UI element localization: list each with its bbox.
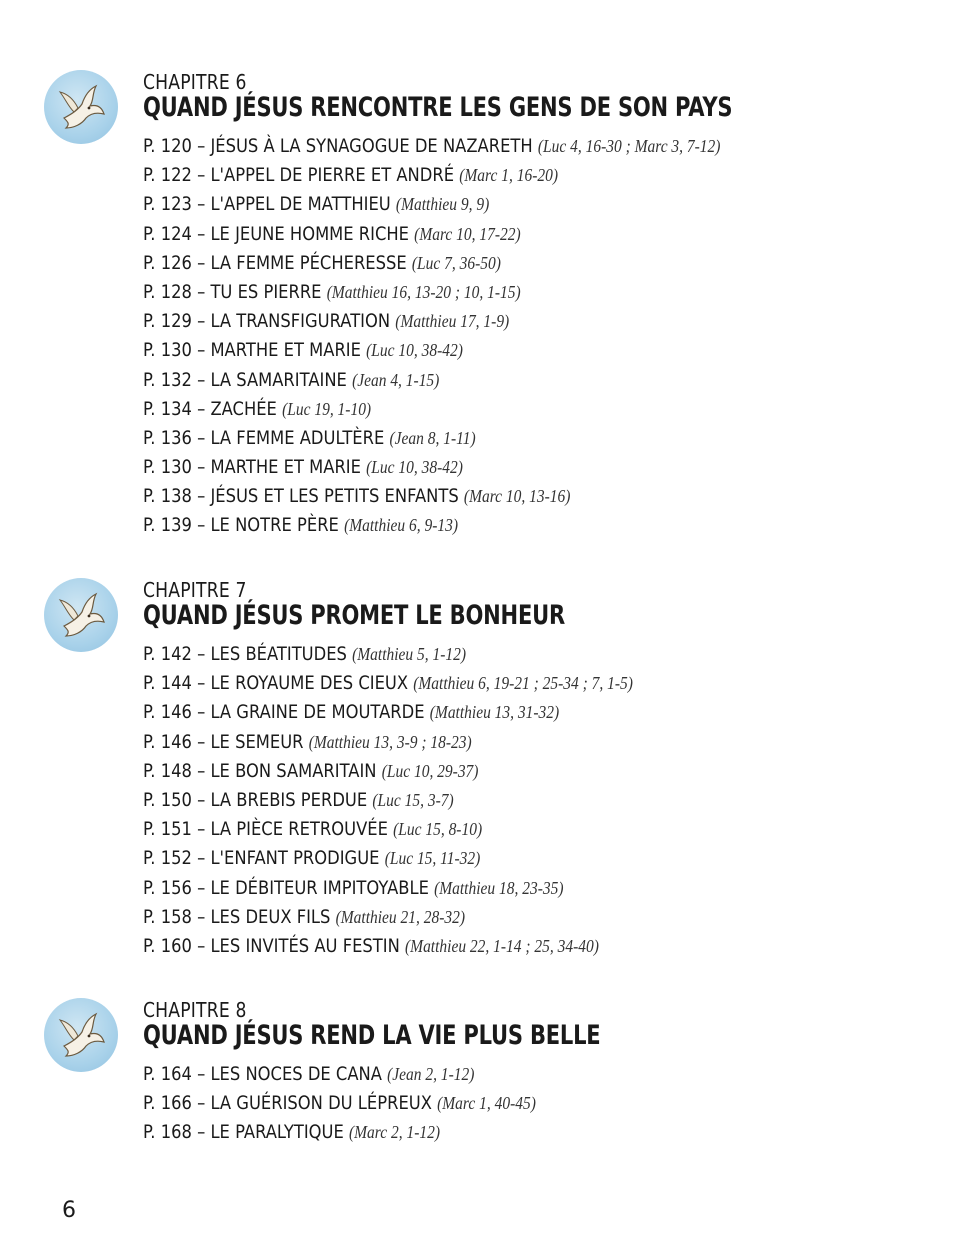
- entry-page: P. 128: [143, 280, 192, 303]
- toc-entry[interactable]: P. 152 – L'ENFANT PRODIGUE (Luc 15, 11-32): [143, 847, 481, 870]
- entry-title: MARTHE ET MARIE: [210, 339, 361, 362]
- entry-page: P. 134: [143, 397, 192, 420]
- page-number: 6: [62, 1198, 76, 1223]
- chapter-entries: [143, 132, 814, 541]
- toc-entry[interactable]: P. 130 – MARTHE ET MARIE (Luc 10, 38-42): [143, 456, 463, 479]
- entry-page: P. 120: [143, 135, 192, 157]
- entry-page: P. 150: [143, 788, 192, 811]
- entry-reference: (Luc 4, 16-30 ; Marc 3, 7-12): [537, 136, 721, 156]
- entry-page: P. 126: [143, 251, 192, 274]
- entry-page: P. 168: [143, 1121, 192, 1144]
- entry-title: L'ENFANT PRODIGUE: [210, 847, 380, 870]
- entry-page: P. 146: [143, 701, 192, 724]
- entry-title: MARTHE ET MARIE: [210, 456, 361, 479]
- entry-reference: (Luc 15, 3-7): [372, 789, 454, 810]
- entry-page: P. 166: [143, 1092, 192, 1115]
- entry-page: P. 144: [143, 672, 192, 695]
- entry-reference: (Marc 10, 13-16): [463, 486, 571, 507]
- toc-entry[interactable]: P. 151 – LA PIÈCE RETROUVÉE (Luc 15, 8-10): [143, 818, 483, 841]
- entry-reference: (Matthieu 13, 31-32): [429, 702, 560, 723]
- entry-title: JÉSUS À LA SYNAGOGUE DE NAZARETH: [210, 135, 533, 157]
- entry-reference: (Luc 7, 36-50): [411, 252, 501, 273]
- entry-title: LES INVITÉS AU FESTIN: [210, 934, 400, 957]
- entry-reference: (Luc 10, 29-37): [381, 760, 479, 781]
- toc-entry[interactable]: P. 164 – LES NOCES DE CANA (Jean 2, 1-12): [143, 1063, 475, 1085]
- entry-page: P. 146: [143, 730, 192, 753]
- entry-title: LE SEMEUR: [210, 730, 304, 753]
- chapter-label: CHAPITRE 7: [143, 578, 247, 602]
- entry-title: LE PARALYTIQUE: [210, 1121, 344, 1144]
- entry-page: P. 156: [143, 876, 192, 899]
- entry-page: P. 164: [143, 1063, 192, 1085]
- entry-page: P. 136: [143, 426, 192, 449]
- entry-title: LE DÉBITEUR IMPITOYABLE: [210, 876, 429, 899]
- dove-icon: [44, 70, 118, 144]
- toc-entry[interactable]: P. 158 – LES DEUX FILS (Matthieu 21, 28-32): [143, 905, 466, 928]
- toc-entry[interactable]: P. 138 – JÉSUS ET LES PETITS ENFANTS (Marc 10, 13-16): [143, 485, 571, 508]
- entry-title: L'APPEL DE PIERRE ET ANDRÉ: [210, 164, 455, 187]
- entry-reference: (Marc 1, 40-45): [437, 1093, 536, 1114]
- entry-page: P. 124: [143, 222, 192, 245]
- dove-icon: [44, 998, 118, 1072]
- toc-entry[interactable]: P. 130 – MARTHE ET MARIE (Luc 10, 38-42): [143, 339, 463, 362]
- entry-title: LA GRAINE DE MOUTARDE: [210, 701, 425, 724]
- chapter-entries: [143, 1060, 600, 1148]
- entry-title: LES NOCES DE CANA: [210, 1063, 382, 1085]
- entry-page: P. 122: [143, 164, 192, 187]
- entry-page: P. 152: [143, 847, 192, 870]
- entry-title: LA BREBIS PERDUE: [210, 788, 368, 811]
- chapter-title: QUAND JÉSUS REND LA VIE PLUS BELLE: [143, 1020, 601, 1051]
- entry-page: P. 130: [143, 456, 192, 479]
- entry-reference: (Matthieu 9, 9): [395, 194, 490, 215]
- entry-page: P. 123: [143, 193, 192, 216]
- toc-entry[interactable]: P. 168 – LE PARALYTIQUE (Marc 2, 1-12): [143, 1121, 440, 1144]
- entry-page: P. 148: [143, 759, 192, 782]
- entry-reference: (Luc 15, 11-32): [384, 848, 481, 869]
- entry-reference: (Marc 1, 16-20): [459, 165, 558, 186]
- entry-reference: (Matthieu 16, 13-20 ; 10, 1-15): [326, 281, 521, 302]
- toc-entry[interactable]: P. 134 – ZACHÉE (Luc 19, 1-10): [143, 397, 372, 420]
- entry-title: LA GUÉRISON DU LÉPREUX: [210, 1092, 432, 1115]
- toc-entry[interactable]: P. 146 – LA GRAINE DE MOUTARDE (Matthieu 13, 31-32): [143, 701, 560, 724]
- entry-title: TU ES PIERRE: [210, 280, 322, 303]
- entry-page: P. 160: [143, 934, 192, 957]
- entry-reference: (Matthieu 21, 28-32): [335, 906, 466, 927]
- toc-entry[interactable]: P. 166 – LA GUÉRISON DU LÉPREUX (Marc 1, 40-45): [143, 1092, 536, 1115]
- toc-entry[interactable]: P. 139 – LE NOTRE PÈRE (Matthieu 6, 9-13): [143, 514, 459, 537]
- entry-page: P. 132: [143, 368, 192, 391]
- entry-reference: (Matthieu 6, 19-21 ; 25-34 ; 7, 1-5): [413, 673, 633, 694]
- entry-title: LE NOTRE PÈRE: [210, 514, 339, 537]
- entry-reference: (Matthieu 22, 1-14 ; 25, 34-40): [405, 935, 599, 956]
- entry-page: P. 129: [143, 310, 192, 333]
- entry-title: LE JEUNE HOMME RICHE: [210, 222, 409, 245]
- entry-title: LA TRANSFIGURATION: [210, 310, 391, 333]
- entry-reference: (Jean 2, 1-12): [387, 1064, 475, 1084]
- toc-entry[interactable]: P. 122 – L'APPEL DE PIERRE ET ANDRÉ (Marc 1, 16-20): [143, 164, 558, 187]
- entry-title: LE BON SAMARITAIN: [210, 759, 377, 782]
- entry-reference: (Marc 2, 1-12): [348, 1122, 440, 1143]
- toc-entry[interactable]: P. 160 – LES INVITÉS AU FESTIN (Matthieu 22, 1-14 ; 25, 34-40): [143, 934, 599, 957]
- entry-reference: (Luc 10, 38-42): [366, 340, 463, 361]
- entry-page: P. 158: [143, 905, 192, 928]
- entry-title: JÉSUS ET LES PETITS ENFANTS: [210, 485, 459, 508]
- entry-reference: (Matthieu 17, 1-9): [395, 311, 510, 332]
- toc-entry[interactable]: P. 146 – LE SEMEUR (Matthieu 13, 3-9 ; 18-23): [143, 730, 472, 753]
- entry-reference: (Jean 8, 1-11): [389, 427, 476, 448]
- toc-entry[interactable]: P. 150 – LA BREBIS PERDUE (Luc 15, 3-7): [143, 788, 454, 811]
- entry-title: LE ROYAUME DES CIEUX: [210, 672, 409, 695]
- chapter-title: QUAND JÉSUS RENCONTRE LES GENS DE SON PAYS: [143, 92, 733, 123]
- entry-reference: (Luc 19, 1-10): [282, 398, 372, 419]
- entry-page: P. 139: [143, 514, 192, 537]
- toc-entry[interactable]: P. 132 – LA SAMARITAINE (Jean 4, 1-15): [143, 368, 440, 391]
- entry-title: LA PIÈCE RETROUVÉE: [210, 818, 388, 841]
- toc-entry[interactable]: P. 128 – TU ES PIERRE (Matthieu 16, 13-20 ; 10, 1-15): [143, 280, 521, 303]
- dove-icon: [44, 578, 118, 652]
- chapter-title: QUAND JÉSUS PROMET LE BONHEUR: [143, 600, 565, 631]
- entry-reference: (Matthieu 6, 9-13): [344, 515, 459, 536]
- chapter-entries: [143, 640, 713, 961]
- chapter-label: CHAPITRE 8: [143, 998, 247, 1022]
- entry-title: L'APPEL DE MATTHIEU: [210, 193, 391, 216]
- toc-entry[interactable]: P. 148 – LE BON SAMARITAIN (Luc 10, 29-37): [143, 759, 479, 782]
- entry-page: P. 142: [143, 643, 192, 665]
- toc-entry[interactable]: P. 124 – LE JEUNE HOMME RICHE (Marc 10, 17-22): [143, 222, 521, 245]
- toc-entry[interactable]: P. 142 – LES BÉATITUDES (Matthieu 5, 1-12): [143, 643, 467, 665]
- entry-reference: (Marc 10, 17-22): [414, 223, 521, 244]
- entry-reference: (Jean 4, 1-15): [352, 369, 440, 390]
- entry-title: LES DEUX FILS: [210, 905, 331, 928]
- entry-title: LA FEMME PÉCHERESSE: [210, 251, 407, 274]
- toc-entry[interactable]: P. 123 – L'APPEL DE MATTHIEU (Matthieu 9, 9): [143, 193, 490, 216]
- toc-entry[interactable]: P. 129 – LA TRANSFIGURATION (Matthieu 17, 1-9): [143, 310, 510, 333]
- toc-entry[interactable]: P. 120 – JÉSUS À LA SYNAGOGUE DE NAZARETH (Luc 4, 16-30 ; Marc 3, 7-12): [143, 135, 721, 157]
- toc-entry[interactable]: P. 136 – LA FEMME ADULTÈRE (Jean 8, 1-11): [143, 426, 476, 449]
- entry-reference: (Matthieu 5, 1-12): [352, 644, 467, 664]
- toc-entry[interactable]: P. 126 – LA FEMME PÉCHERESSE (Luc 7, 36-50): [143, 251, 501, 274]
- entry-title: LA FEMME ADULTÈRE: [210, 426, 385, 449]
- entry-title: ZACHÉE: [210, 397, 277, 420]
- entry-reference: (Luc 15, 8-10): [393, 819, 483, 840]
- entry-page: P. 130: [143, 339, 192, 362]
- entry-title: LES BÉATITUDES: [210, 643, 347, 665]
- entry-page: P. 151: [143, 818, 192, 841]
- chapter-label: CHAPITRE 6: [143, 70, 247, 94]
- toc-entry[interactable]: P. 144 – LE ROYAUME DES CIEUX (Matthieu 6, 19-21 ; 25-34 ; 7, 1-5): [143, 672, 633, 695]
- entry-reference: (Matthieu 13, 3-9 ; 18-23): [308, 731, 472, 752]
- entry-title: LA SAMARITAINE: [210, 368, 347, 391]
- toc-entry[interactable]: P. 156 – LE DÉBITEUR IMPITOYABLE (Matthieu 18, 23-35): [143, 876, 564, 899]
- entry-page: P. 138: [143, 485, 192, 508]
- entry-reference: (Luc 10, 38-42): [366, 457, 463, 478]
- entry-reference: (Matthieu 18, 23-35): [434, 877, 564, 898]
